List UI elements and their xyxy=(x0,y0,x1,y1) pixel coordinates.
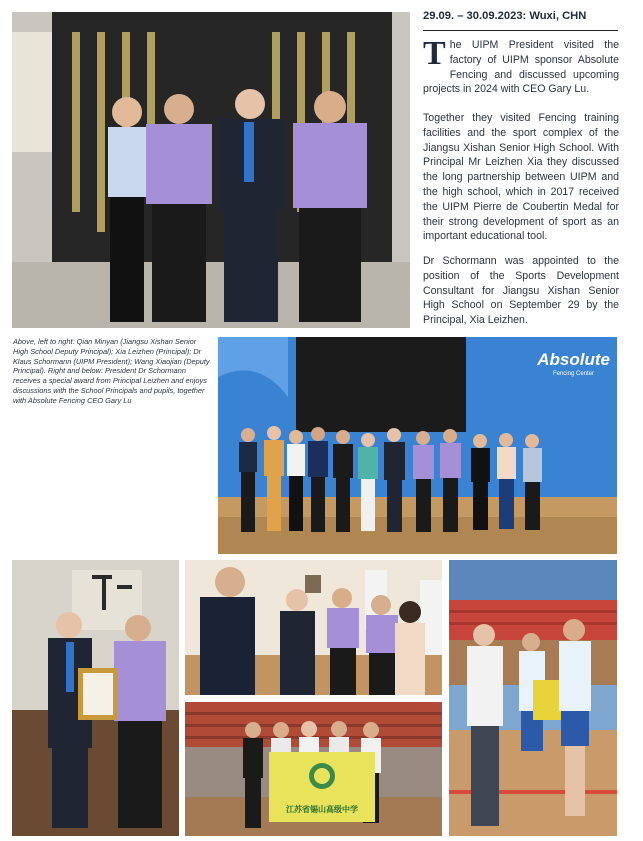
photo-award-presentation xyxy=(12,560,179,836)
header-rule xyxy=(423,30,618,31)
photo-caption: Above, left to right: Qian Minyan (Jiangsu Xishan Senior High School Deputy Principal); Xia Leizhen (Principal); Dr Klaus Schormann (UIPM President); Wang Xiaojian (Deputy Principal). Right and below: President Dr Schormann receives a special award from Principal Leizhen and enjoys discussions with the School Principals and pupils, together with Absolute Fencing CEO Gary Lu xyxy=(13,337,210,405)
article-paragraph-3: Dr Schormann was appointed to the position of the Sports Development Consultant for Jiangsu Xishan Senior High School on September 29 by the Principal, Xia Leizhen. xyxy=(423,255,619,327)
paragraph-1-text: he UIPM President visited the factory of UIPM sponsor Absolute Fencing and discussed upcoming projects in 2024 with CEO Gary Lu. xyxy=(423,39,619,96)
photo-sports-hall-handshake xyxy=(449,560,617,836)
drop-cap: T xyxy=(423,35,446,72)
article-paragraph-2: Together they visited Fencing training facilities and the sport complex of the Jiangsu Xishan Senior High School. With Principal Mr Leizhen Xia they discussed the long partnership between UIPM and the high school, which in 2017 received the UIPM Pierre de Coubertin Medal for their strong development of sport as an important educational tool. xyxy=(423,112,619,243)
banner-sub-text: Fencing Center xyxy=(552,371,594,377)
article-paragraph-1 xyxy=(423,35,619,97)
banner-brand-text: Absolute xyxy=(537,350,610,369)
photo-school-flag-group xyxy=(185,702,442,836)
school-flag-text: 江苏省锡山高级中学 xyxy=(286,805,358,814)
date-location: 29.09. – 30.09.2023: Wuxi, CHN xyxy=(423,10,587,22)
photo-absolute-fencing-center-group xyxy=(218,337,617,554)
photo-group-calligraphy-wall xyxy=(12,12,410,328)
photo-discussion-indoors xyxy=(185,560,442,695)
